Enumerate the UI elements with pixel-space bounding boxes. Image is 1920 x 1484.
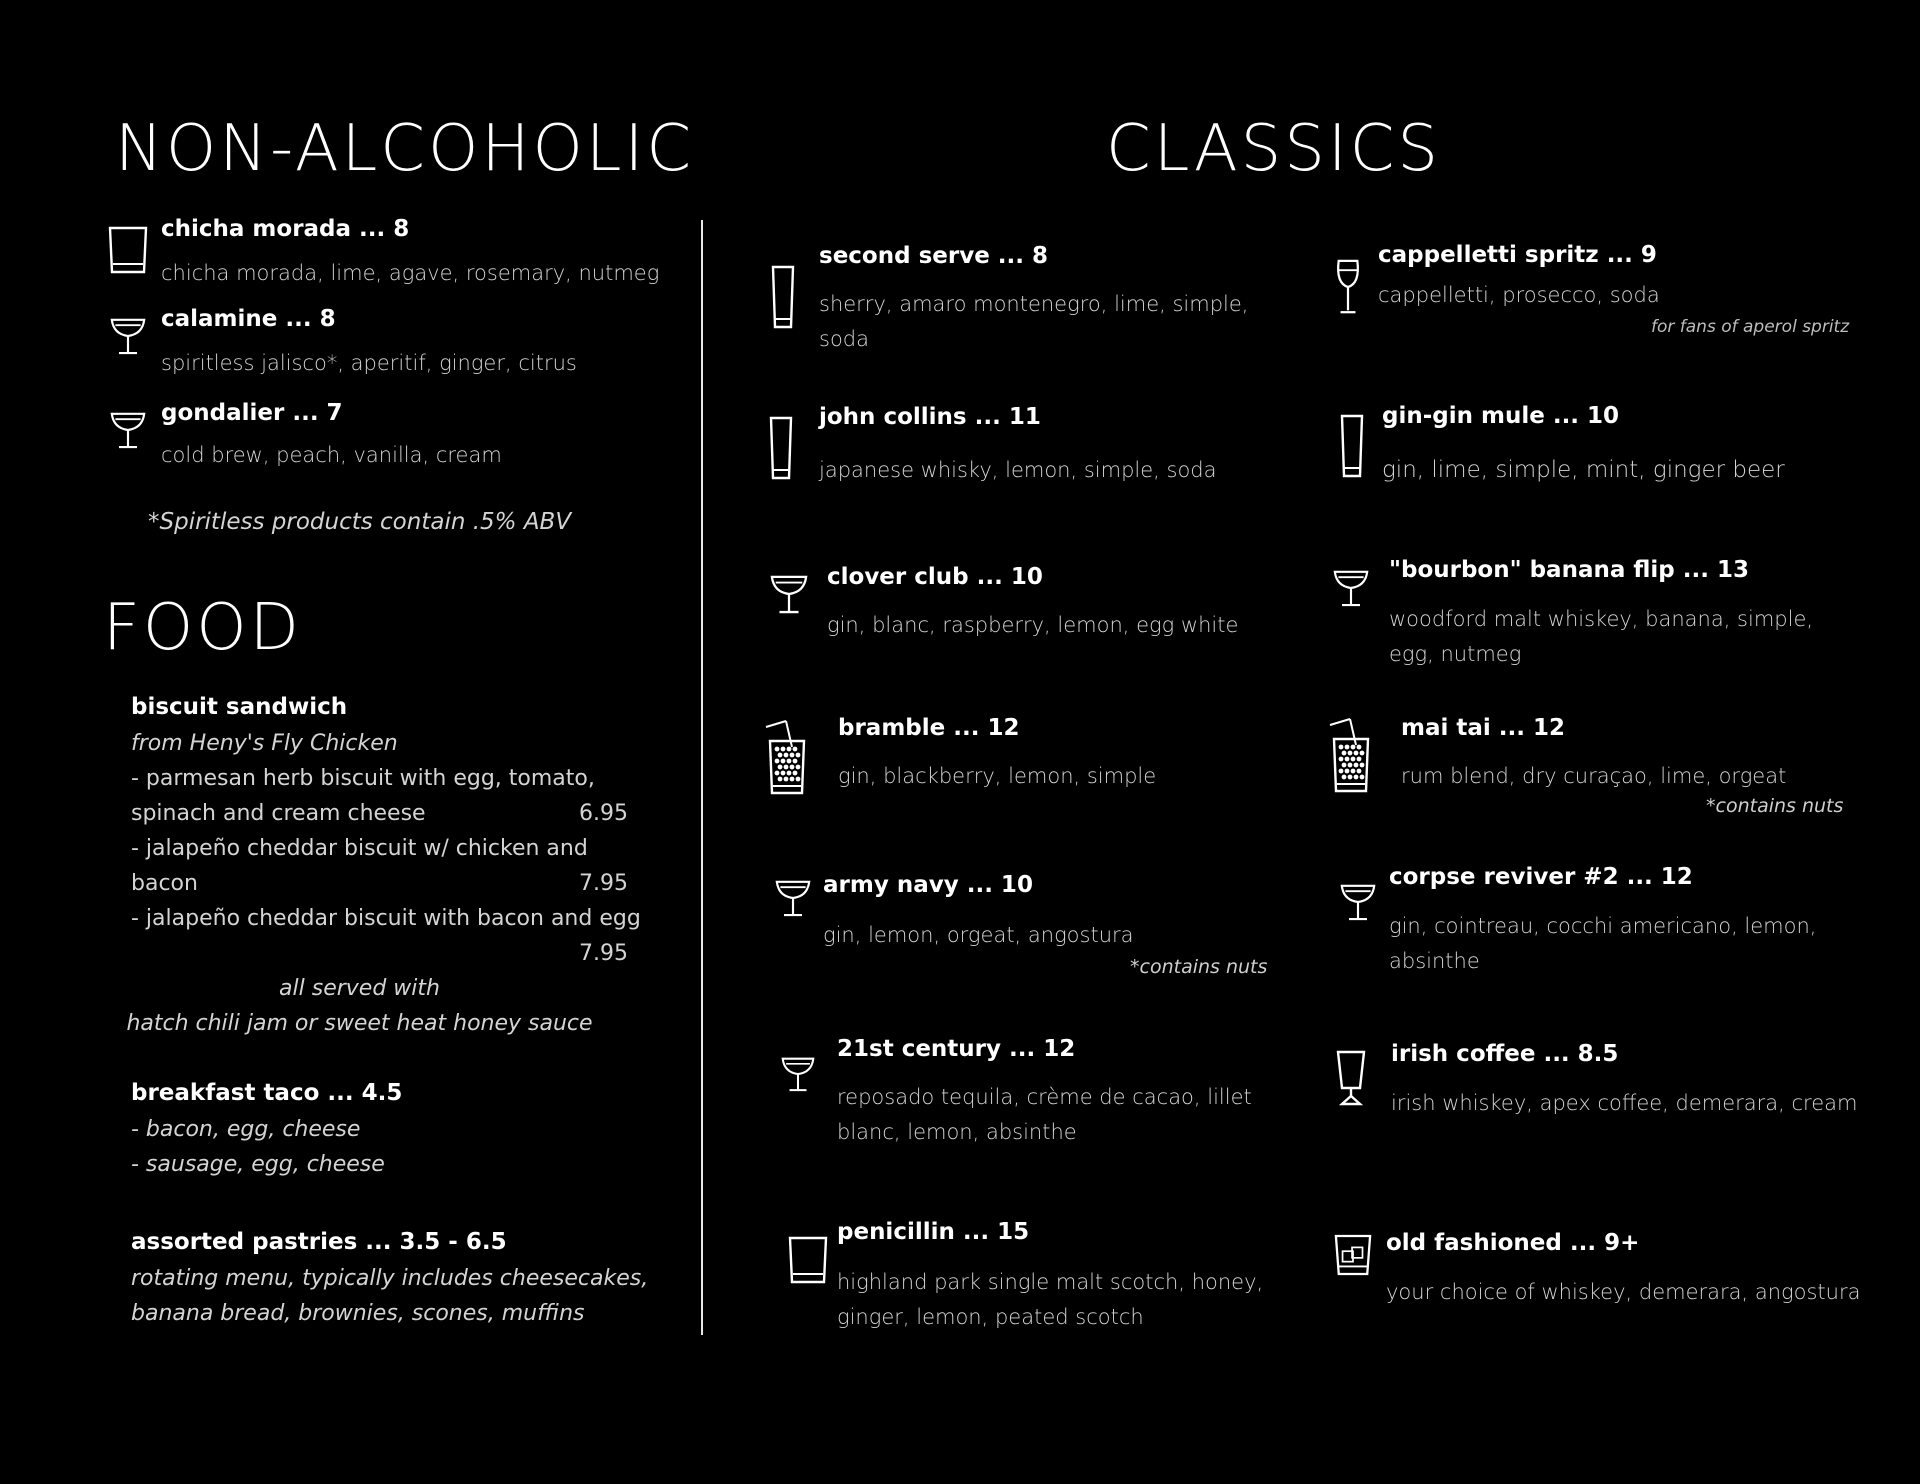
old-fashioned-glass-icon <box>1334 1233 1372 1277</box>
food-pastries-block <box>131 1229 648 1331</box>
food-line-text: - jalapeño cheddar biscuit with bacon and egg <box>131 905 641 931</box>
classic-item-desc: reposado tequila, crème de cacao, lillet blanc, lemon, absinthe <box>837 1085 1252 1144</box>
classic-item-desc: irish whiskey, apex coffee, demerara, cream <box>1391 1091 1858 1115</box>
na-item-name: chicha morada ... 8 <box>161 216 410 242</box>
crushed-ice-glass-icon <box>1328 717 1372 793</box>
food-line-text: - parmesan herb biscuit with egg, tomato, <box>131 765 595 791</box>
classic-item-name: corpse reviver #2 ... 12 <box>1389 864 1693 890</box>
classic-item-desc: woodford malt whiskey, banana, simple, egg, nutmeg <box>1389 607 1814 666</box>
aperol-spritz-note: for fans of aperol spritz <box>1651 317 1850 337</box>
food-line-text: - jalapeño cheddar biscuit w/ chicken and <box>131 835 588 861</box>
column-divider <box>701 220 703 1335</box>
classic-item-name: second serve ... 8 <box>819 243 1049 269</box>
contains-nuts-note: *contains nuts <box>1706 795 1844 817</box>
classic-item-desc: gin, blanc, raspberry, lemon, egg white <box>827 613 1239 637</box>
food-line <box>131 761 628 796</box>
contains-nuts-note: *contains nuts <box>1130 956 1268 978</box>
classic-item-name: 21st century ... 12 <box>837 1036 1076 1062</box>
classic-item-name: army navy ... 10 <box>823 872 1033 898</box>
classic-item-name: gin-gin mule ... 10 <box>1382 403 1620 429</box>
na-item-desc: spiritless jalisco*, aperitif, ginger, citrus <box>161 351 577 375</box>
na-item-desc: cold brew, peach, vanilla, cream <box>161 443 502 467</box>
na-item-name: gondalier ... 7 <box>161 400 343 426</box>
classic-item-name: john collins ... 11 <box>819 404 1041 430</box>
classic-item-name: bramble ... 12 <box>838 715 1020 741</box>
classic-item-name: clover club ... 10 <box>827 564 1043 590</box>
served-with-note: all served with <box>279 975 440 1001</box>
food-biscuit-block <box>126 694 641 1041</box>
classic-item-desc: highland park single malt scotch, honey, ginger, lemon, peated scotch <box>837 1270 1264 1329</box>
irish-coffee-glass-icon <box>1336 1050 1366 1106</box>
non-alcoholic-heading: NON-ALCOHOLIC <box>115 112 695 186</box>
food-line-text: bacon <box>131 870 198 896</box>
classic-item-desc: rum blend, dry curaçao, lime, orgeat <box>1401 764 1787 788</box>
classic-item-desc: gin, blackberry, lemon, simple <box>838 764 1157 788</box>
coupe-glass-icon <box>770 572 808 616</box>
collins-glass-icon <box>1340 414 1364 478</box>
classic-item-desc: gin, lemon, orgeat, angostura <box>823 923 1134 947</box>
classic-item-desc: your choice of whiskey, demerara, angostura <box>1386 1280 1861 1304</box>
food-heading: FOOD <box>103 591 302 665</box>
food-line <box>131 796 628 831</box>
classic-item-desc: cappelletti, prosecco, soda <box>1378 283 1660 307</box>
food-item-line: - bacon, egg, cheese <box>131 1116 361 1142</box>
coupe-glass-icon <box>110 314 146 358</box>
food-item-name: biscuit sandwich <box>131 694 348 720</box>
food-line <box>131 901 641 936</box>
food-item-name: breakfast taco ... 4.5 <box>131 1080 403 1106</box>
wine-glass-icon <box>1334 258 1362 316</box>
collins-glass-icon <box>769 416 793 480</box>
classic-item-desc: gin, lime, simple, mint, ginger beer <box>1382 457 1785 483</box>
coupe-glass-icon <box>781 1052 815 1096</box>
classic-item-desc: sherry, amaro montenegro, lime, simple, soda <box>819 292 1249 351</box>
classic-item-name: cappelletti spritz ... 9 <box>1378 242 1657 268</box>
classic-item-name: old fashioned ... 9+ <box>1386 1230 1640 1256</box>
classic-item-name: "bourbon" banana flip ... 13 <box>1389 557 1750 583</box>
food-line <box>131 936 628 971</box>
highball-glass-icon <box>771 265 795 329</box>
classic-item-desc: gin, cointreau, cocchi americano, lemon, absinthe <box>1389 914 1817 973</box>
food-line <box>131 831 628 866</box>
spiritless-footnote: *Spiritless products contain .5% ABV <box>148 509 572 535</box>
food-line-price: 7.95 <box>579 870 628 896</box>
coupe-glass-icon <box>1340 880 1376 924</box>
na-item-name: calamine ... 8 <box>161 306 336 332</box>
food-taco-block <box>131 1080 402 1182</box>
food-item-line: rotating menu, typically includes cheesecakes, <box>131 1265 649 1291</box>
rocks-glass-icon <box>788 1235 828 1285</box>
classic-item-name: mai tai ... 12 <box>1401 715 1566 741</box>
coupe-glass-icon <box>1333 566 1369 610</box>
na-item-desc: chicha morada, lime, agave, rosemary, nutmeg <box>161 261 660 285</box>
food-item-line: - sausage, egg, cheese <box>131 1151 385 1177</box>
food-line-price: 6.95 <box>579 800 628 826</box>
coupe-glass-icon <box>775 876 811 920</box>
classic-item-desc: japanese whisky, lemon, simple, soda <box>819 458 1217 482</box>
food-item-source: from Heny's Fly Chicken <box>131 730 398 756</box>
classic-item-name: irish coffee ... 8.5 <box>1391 1041 1619 1067</box>
rocks-glass-icon <box>108 226 148 274</box>
served-with-sauces: hatch chili jam or sweet heat honey sauce <box>126 1010 593 1036</box>
coupe-glass-icon <box>110 408 146 452</box>
classic-item-name: penicillin ... 15 <box>837 1219 1030 1245</box>
crushed-ice-glass-icon <box>764 719 808 795</box>
food-line-text: spinach and cream cheese <box>131 800 426 826</box>
food-item-name: assorted pastries ... 3.5 - 6.5 <box>131 1229 507 1255</box>
food-line <box>131 866 628 901</box>
food-line-price: 7.95 <box>579 940 628 966</box>
classics-heading: CLASSICS <box>1106 112 1442 186</box>
food-item-line: banana bread, brownies, scones, muffins <box>131 1300 585 1326</box>
